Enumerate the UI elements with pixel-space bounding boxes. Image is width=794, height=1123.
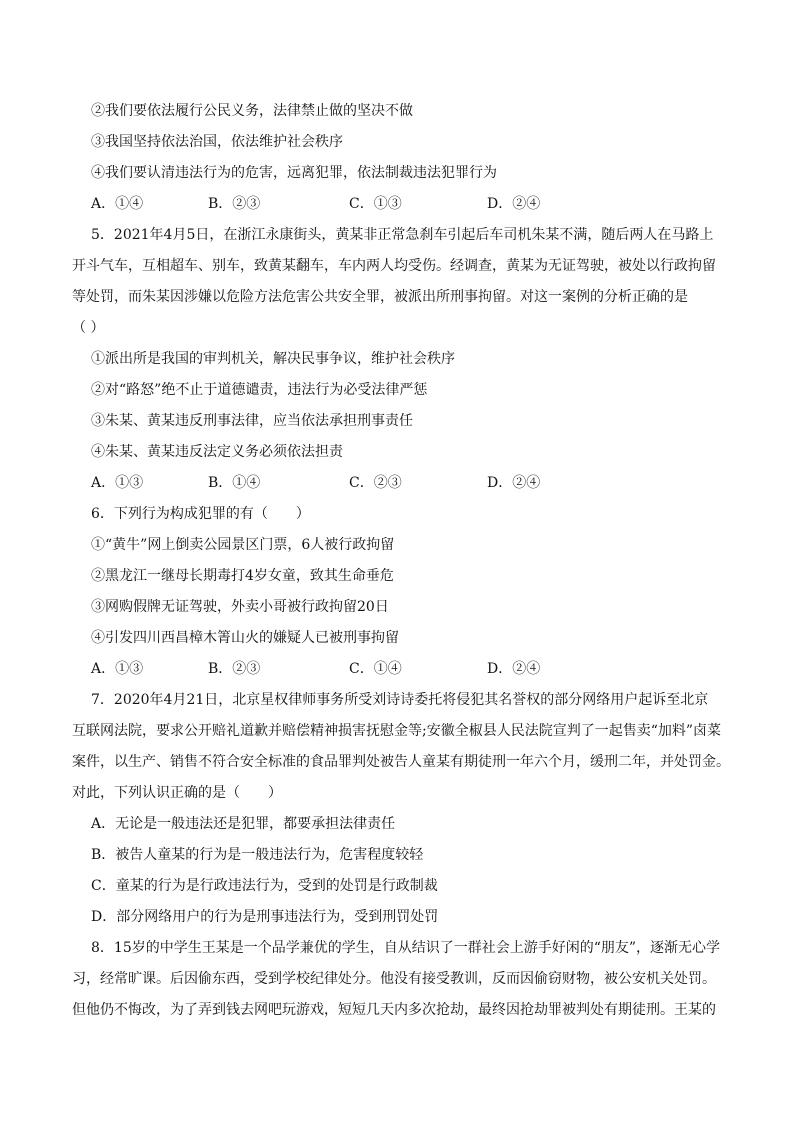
q5-option-d: D．②④ bbox=[487, 475, 541, 491]
q8-stem-line-3: 但他仍不悔改，为了弄到钱去网吧玩游戏，短短几天内多次抢劫，最终因抢劫罪被判处有期徒刑。王某的 bbox=[72, 1002, 716, 1018]
q7-stem-line-3: 案件，以生产、销售不符合安全标准的食品罪判处被告人童某有期徒刑一年六个月，缓刑二年，并处罚金。 bbox=[72, 754, 730, 770]
q7-choice-b: B．被告人童某的行为是一般违法行为，危害程度较轻 bbox=[91, 847, 424, 863]
q6-option-b: B．②③ bbox=[208, 661, 261, 677]
q4-item-3: ③我国坚持依法治国，依法维护社会秩序 bbox=[91, 134, 343, 150]
q4-item-2: ②我们要依法履行公民义务，法律禁止做的坚决不做 bbox=[91, 103, 413, 119]
q5-item-2: ②对“路怒”绝不止于道德谴责，违法行为必受法律严惩 bbox=[91, 382, 428, 398]
q7-stem-line-4: 对此，下列认识正确的是（ ） bbox=[72, 785, 282, 801]
q4-option-a: A．①④ bbox=[91, 196, 144, 212]
q5-answer-bracket: （ ） bbox=[72, 320, 105, 336]
q7-choice-a: A．无论是一般违法还是犯罪，都要承担法律责任 bbox=[91, 816, 396, 832]
q4-options bbox=[91, 194, 731, 214]
q6-item-1: ①“黄牛”网上倒卖公园景区门票，6人被行政拘留 bbox=[91, 537, 395, 553]
q5-option-b: B．①④ bbox=[208, 475, 261, 491]
q8-stem-line-2: 习，经常旷课。后因偷东西，受到学校纪律处分。他没有接受教训，反而因偷窃财物，被公安机关处罚。 bbox=[72, 971, 716, 987]
q6-item-2: ②黑龙江一继母长期毒打4岁女童，致其生命垂危 bbox=[91, 568, 394, 584]
q5-options bbox=[91, 473, 731, 493]
q5-option-c: C．②③ bbox=[349, 475, 402, 491]
q5-option-a: A．①③ bbox=[91, 475, 144, 491]
q6-item-3: ③网购假牌无证驾驶，外卖小哥被行政拘留20日 bbox=[91, 599, 389, 615]
q5-stem-line-3: 等处罚，而朱某因涉嫌以危险方法危害公共安全罪，被派出所刑事拘留。对这一案例的分析正确的是 bbox=[72, 289, 688, 305]
q6-item-4: ④引发四川西昌樟木箐山火的嫌疑人已被刑事拘留 bbox=[91, 630, 399, 646]
q7-stem-line-2: 互联网法院，要求公开赔礼道歉并赔偿精神损害抚慰金等;安徽全椒县人民法院宣判了一起售卖“加料”卤菜 bbox=[72, 723, 722, 739]
q4-option-c: C．①③ bbox=[349, 196, 402, 212]
q6-options bbox=[91, 659, 731, 679]
q4-item-4: ④我们要认清违法行为的危害，远离犯罪，依法制裁违法犯罪行为 bbox=[91, 165, 497, 181]
q6-stem: 6．下列行为构成犯罪的有（ ） bbox=[91, 506, 310, 522]
q5-item-1: ①派出所是我国的审判机关，解决民事争议，维护社会秩序 bbox=[91, 351, 455, 367]
q5-stem-line-2: 开斗气车，互相超车、别车，致黄某翻车，车内两人均受伤。经调查，黄某为无证驾驶，被处以行政拘留 bbox=[72, 258, 716, 274]
q4-option-b: B．②③ bbox=[208, 196, 261, 212]
q5-item-4: ④朱某、黄某违反法定义务必须依法担责 bbox=[91, 444, 343, 460]
q5-item-3: ③朱某、黄某违反刑事法律，应当依法承担刑事责任 bbox=[91, 413, 413, 429]
q6-option-a: A．①③ bbox=[91, 661, 144, 677]
q6-option-c: C．①④ bbox=[349, 661, 402, 677]
q7-choice-c: C．童某的行为是行政违法行为，受到的处罚是行政制裁 bbox=[91, 878, 438, 894]
q6-option-d: D．②④ bbox=[487, 661, 541, 677]
q8-stem-line-1: 8．15岁的中学生王某是一个品学兼优的学生，自从结识了一群社会上游手好闲的“朋友”，逐渐无心学 bbox=[91, 940, 721, 956]
q5-stem-line-1: 5．2021年4月5日，在浙江永康街头，黄某非正常急刹车引起后车司机朱某不满，随后两人在马路上 bbox=[91, 227, 714, 243]
q7-stem-line-1: 7．2020年4月21日，北京星权律师事务所受刘诗诗委托将侵犯其名誉权的部分网络用户起诉至北京 bbox=[91, 692, 709, 708]
q4-option-d: D．②④ bbox=[487, 196, 541, 212]
q7-choice-d: D．部分网络用户的行为是刑事违法行为，受到刑罚处罚 bbox=[91, 909, 439, 925]
